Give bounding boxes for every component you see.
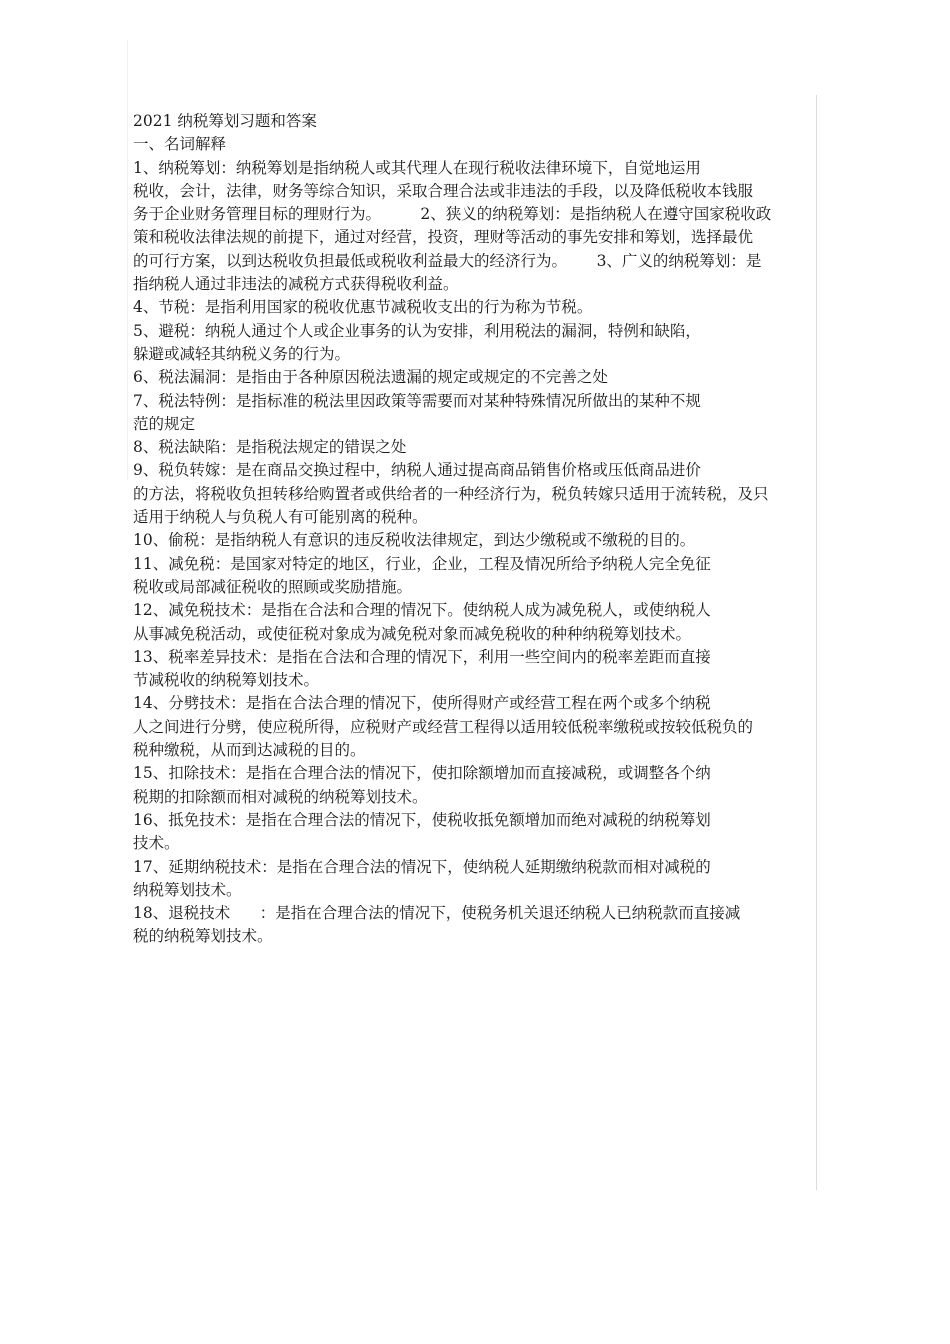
text-line: 税收，会计，法律，财务等综合知识，采取合理合法或非违法的手段，以及降低税收本钱服 [133, 181, 754, 200]
text-line: 17、延期纳税技术：是指在合理合法的情况下，使纳税人延期缴纳税款而相对减税的 [133, 857, 711, 876]
text-line: 12、减免税技术：是指在合法和合理的情况下。使纳税人成为减免税人，或使纳税人 [133, 601, 711, 620]
text-line: 7、税法特例：是指标准的税法里因政策等需要而对某种特殊情况所做出的某种不规 [133, 391, 701, 410]
text-line: 节减税收的纳税筹划技术。 [133, 671, 320, 690]
text-line: 适用于纳税人与负税人有可能别离的税种。 [133, 508, 428, 527]
text-line: 范的规定 [133, 414, 196, 433]
text-line: 务于企业财务管理目标的理财行为。 2、狭义的纳税筹划：是指纳税人在遵守国家税收政 [133, 205, 772, 224]
text-line: 税收或局部减征税收的照顾或奖励措施。 [133, 577, 413, 596]
left-margin-line [127, 40, 128, 480]
text-line: 纳税筹划技术。 [133, 880, 242, 899]
text-line: 的方法，将税收负担转移给购置者或供给者的一种经济行为，税负转嫁只适用于流转税，及只 [133, 484, 769, 503]
text-line: 的可行方案，以到达税收负担最低或税收利益最大的经济行为。 3、广义的纳税筹划：是 [133, 251, 762, 270]
text-line: 税的纳税筹划技术。 [133, 927, 273, 946]
text-line: 9、税负转嫁：是在商品交换过程中，纳税人通过提高商品销售价格或压低商品进价 [133, 461, 701, 480]
text-line: 18、退税技术 ：是指在合理合法的情况下，使税务机关退还纳税人已纳税款而直接减 [133, 904, 741, 923]
document-body [133, 110, 893, 949]
text-line: 税期的扣除额而相对减税的纳税筹划技术。 [133, 787, 428, 806]
text-line: 技术。 [133, 834, 180, 853]
text-line: 6、税法漏洞：是指由于各种原因税法遗漏的规定或规定的不完善之处 [133, 368, 608, 387]
document-title: 2021 纳税筹划习题和答案 [133, 112, 317, 130]
text-line: 15、扣除技术：是指在合理合法的情况下，使扣除额增加而直接减税，或调整各个纳 [133, 764, 711, 783]
text-line: 1、纳税筹划：纳税筹划是指纳税人或其代理人在现行税收法律环境下，自觉地运用 [133, 158, 701, 177]
text-line: 人之间进行分劈，使应税所得，应税财产或经营工程得以适用较低税率缴税或按较低税负的 [133, 717, 754, 736]
text-line: 4、节税：是指利用国家的税收优惠节减税收支出的行为称为节税。 [133, 298, 593, 317]
text-line: 策和税收法律法规的前提下，通过对经营，投资，理财等活动的事先安排和筹划，选择最优 [133, 228, 754, 247]
text-line: 16、抵免技术：是指在合理合法的情况下，使税收抵免额增加而绝对减税的纳税筹划 [133, 810, 711, 829]
text-line: 从事减免税活动，或使征税对象成为减免税对象而减免税收的种种纳税筹划技术。 [133, 624, 692, 643]
text-line: 躲避或减轻其纳税义务的行为。 [133, 344, 351, 363]
text-line: 指纳税人通过非违法的减税方式获得税收利益。 [133, 275, 459, 294]
section-heading: 一、名词解释 [133, 135, 227, 154]
text-line: 8、税法缺陷：是指税法规定的错误之处 [133, 438, 407, 457]
text-line: 5、避税：纳税人通过个人或企业事务的认为安排，利用税法的漏洞，特例和缺陷， [133, 321, 701, 340]
text-line: 税种缴税，从而到达减税的目的。 [133, 741, 366, 760]
text-line: 10、偷税：是指纳税人有意识的违反税收法律规定，到达少缴税或不缴税的目的。 [133, 531, 696, 550]
text-line: 11、减免税：是国家对特定的地区，行业，企业，工程及情况所给予纳税人完全免征 [133, 554, 711, 573]
text-line: 13、税率差异技术：是指在合法和合理的情况下，利用一些空间内的税率差距而直接 [133, 647, 711, 666]
text-line: 14、分劈技术：是指在合法合理的情况下，使所得财产或经营工程在两个或多个纳税 [133, 694, 711, 713]
